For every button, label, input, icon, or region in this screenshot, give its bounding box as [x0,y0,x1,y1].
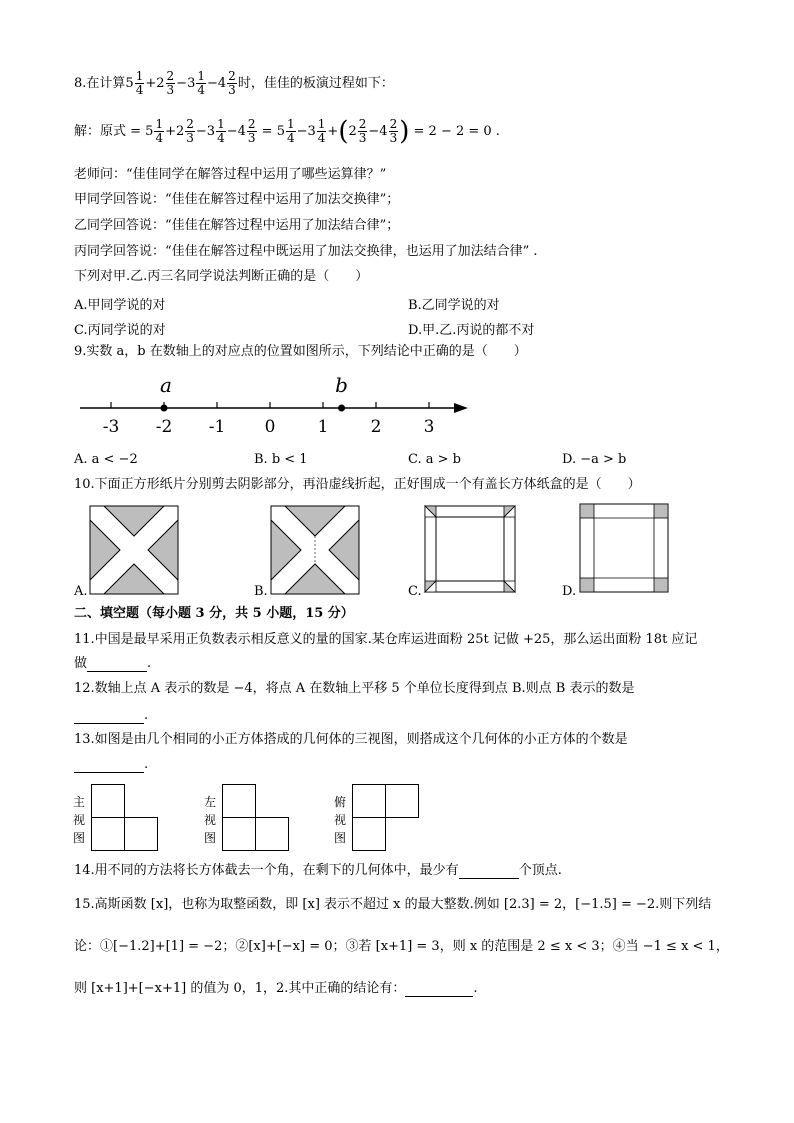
q11-line2-a: 做 [74,656,88,671]
point-a-label: a [160,373,172,397]
point-b [338,405,345,412]
q8-intro-term-1: 5 $\frac{1}{4}$ + [125,69,157,97]
q11-answer-blank[interactable] [87,657,147,672]
q8-solution-expression: = 5 $\frac{1}{4}$ +2 $\frac{2}{3}$ −3 $\frac{1}{4}$ −4 $\frac{2}{3}$ = 5 $\frac{1}{4}$ −3 $\frac{1}{4}$ +(2 $\frac{2}{3}$ −4 $\frac{2}{3}$ ) [130,116,410,147]
q15-line2: 论：①[−1.2]+[1] = −2；②[x]+[−x] = 0；③若 [x+1] = 3，则 x 的范围是 2 ≤ x < 3；④当 −1 ≤ x < 1， [74,939,729,954]
q8-intro-term-4: 4 $\frac{2}{3}$ [217,69,236,97]
q8-option-b[interactable]: B.乙同学说的对 [408,298,500,313]
q10-option-a-label[interactable]: A. [74,584,88,599]
q10-figure-d[interactable] [579,503,669,593]
tick-label: -3 [102,417,120,437]
left-view-char-2: 视 [203,813,216,827]
q9-option-d[interactable]: D. −a > b [562,452,627,467]
left-view-char-1: 左 [203,795,216,809]
q8-solution [74,118,500,145]
q8-ask: 下列对甲.乙.丙三名同学说法判断正确的是（ ） [74,269,369,284]
tick-label: -2 [155,417,173,437]
q15-line3-b: . [473,981,478,996]
q11-line2-b: . [147,656,152,671]
q8-jia-answer: 甲同学回答说：“佳佳在解答过程中运用了加法交换律”； [74,192,400,207]
top-view-char-2: 视 [333,813,346,827]
q8-intro-text-b: 时，佳佳的板演过程如下： [237,76,394,91]
q15-line3 [74,981,478,997]
front-view-char-2: 视 [72,813,85,827]
number-line-arrow [454,403,468,413]
point-a [161,405,168,412]
q8-yi-answer: 乙同学回答说：“佳佳在解答过程中运用了加法结合律”； [74,218,400,233]
q14-text-b: 个顶点. [518,863,562,878]
q13-line2 [74,757,148,773]
q9-option-b[interactable]: B. b < 1 [254,452,308,467]
q12-line2-dot: . [144,708,149,723]
q8-intro-term-3: 3 $\frac{1}{4}$ − [187,69,218,97]
front-view-char-1: 主 [72,795,85,809]
q13-line2-dot: . [144,757,149,772]
q9-option-c[interactable]: C. a > b [408,452,461,467]
q8-option-d[interactable]: D.甲.乙.丙说的都不对 [408,323,535,338]
q12-line1: 12.数轴上点 A 表示的数是 −4，将点 A 在数轴上平移 5 个单位长度得到点 B.则点 B 表示的数是 [74,681,635,696]
top-view-label [333,793,347,847]
q8-bing-answer: 丙同学回答说：“佳佳在解答过程中既运用了加法交换律，也运用了加法结合律” . [74,244,538,259]
q8-intro-term-2: 2 $\frac{2}{3}$ − [156,69,188,97]
section-fill-in-title: 二、填空题（每小题 3 分，共 5 小题，15 分） [74,606,354,621]
q11-line2 [74,656,151,672]
q8-intro-text-a: 8.在计算 [74,76,126,91]
top-view-char-1: 俯 [333,795,346,809]
q13-answer-blank[interactable] [74,758,144,773]
q14-answer-blank[interactable] [459,864,519,879]
tick-label: 0 [264,417,276,437]
q10-option-d-label[interactable]: D. [562,584,577,599]
q15-answer-blank[interactable] [405,982,473,997]
q10-option-b-label[interactable]: B. [254,584,268,599]
q8-teacher-question: 老师问：“佳佳同学在解答过程中运用了哪些运算律？” [74,167,387,182]
point-b-label: b [335,373,348,397]
top-view-char-3: 图 [333,831,346,845]
tick-label: 3 [423,417,435,437]
tick-label: -1 [208,417,226,437]
q13-line1: 13.如图是由几个相同的小正方体搭成的几何体的三视图，则搭成这个几何体的小正方体的个数是 [74,732,628,747]
tick-label: 1 [317,417,329,437]
q8-intro [74,70,394,97]
q11-line1: 11.中国是最早采用正负数表示相反意义的量的国家.某仓库运进面粉 25t 记做 +25，那么运出面粉 18t 应记 [74,632,698,647]
q12-line2 [74,708,148,724]
q8-solution-tail: = 2 − 2 = 0 . [413,124,500,139]
q15-line3-a: 则 [x+1]+[−x+1] 的值为 0，1，2.其中正确的结论有： [74,981,406,996]
q10-option-c-label[interactable]: C. [408,584,422,599]
q10-figure-c[interactable] [424,505,516,593]
q9-stem: 9.实数 a，b 在数轴上的对应点的位置如图所示，下列结论中正确的是（ ） [74,344,527,359]
q8-option-c[interactable]: C.丙同学说的对 [74,323,166,338]
left-view-char-3: 图 [203,831,216,845]
front-view-char-3: 图 [72,831,85,845]
q8-option-a[interactable]: A.甲同学说的对 [74,298,166,313]
q14-text-a: 14.用不同的方法将长方体截去一个角，在剩下的几何体中，最少有 [74,863,459,878]
q12-answer-blank[interactable] [74,709,144,724]
q10-stem: 10.下面正方形纸片分别剪去阴影部分，再沿虚线折起，正好围成一个有盖长方体纸盒的是（ ） [74,477,641,492]
q10-figure-b[interactable] [270,505,360,595]
q9-number-line [70,370,480,440]
q8-intro-expression [125,69,237,97]
front-view-label [72,793,86,847]
q8-solution-label: 解：原式 [74,124,127,139]
left-view-label [203,793,217,847]
q15-line1: 15.高斯函数 [x]，也称为取整函数，即 [x] 表示不超过 x 的最大整数.例如 [2.3] = 2，[−1.5] = −2.则下列结 [74,897,712,912]
tick-label: 2 [370,417,382,437]
q9-option-a[interactable]: A. a < −2 [74,452,138,467]
q14 [74,863,562,879]
q10-figure-a[interactable] [89,505,179,595]
